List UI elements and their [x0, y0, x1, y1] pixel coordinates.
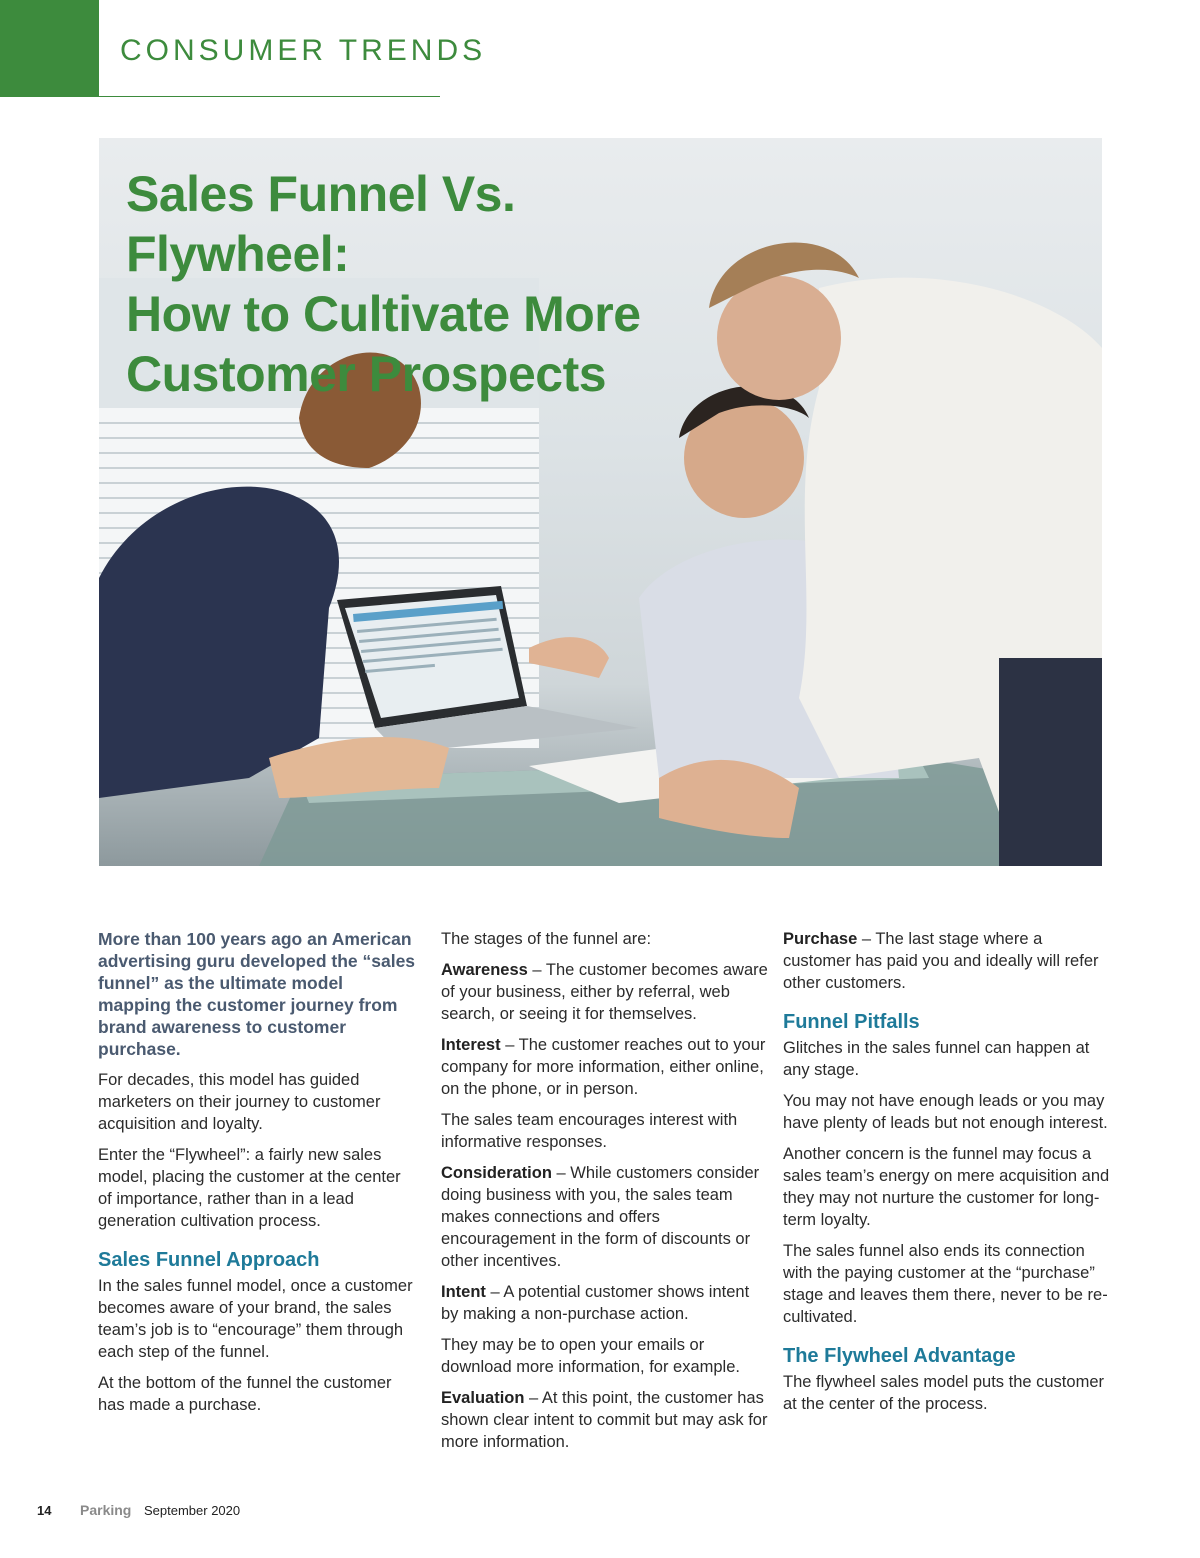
body-paragraph: Enter the “Flywheel”: a fairly new sales model, placing the customer at the center of importance, rather than in a lead generation cultivation process.: [98, 1146, 401, 1230]
issue-date: September 2020: [144, 1503, 241, 1518]
stage-text: – A potential customer shows intent by making a non-purchase action.: [441, 1283, 750, 1323]
stage-text: – While customers consider doing business with you, the sales team makes connections and offers encouragement in the form of discounts or other incentives.: [441, 1164, 760, 1270]
column-2: [441, 928, 771, 1462]
subheading-flywheel-advantage: The Flywheel Advantage: [783, 1345, 1016, 1367]
header-rule: [99, 96, 440, 97]
body-paragraph: Glitches in the sales funnel can happen at any stage.: [783, 1039, 1090, 1079]
body-paragraph: The sales funnel also ends its connection with the paying customer at the “purchase” stage and leaves them there, never to be re-cultivated.: [783, 1242, 1108, 1326]
section-label: CONSUMER TRENDS: [120, 34, 487, 67]
page-number: 14: [37, 1503, 52, 1518]
magazine-name: Parking: [80, 1502, 132, 1518]
column-3: [783, 928, 1113, 1424]
body-paragraph: The stages of the funnel are:: [441, 930, 652, 948]
stage-purchase: [783, 928, 1113, 994]
article-title: [126, 164, 746, 404]
body-paragraph: The flywheel sales model puts the customer at the center of the process.: [783, 1373, 1104, 1413]
subheading-funnel-pitfalls: Funnel Pitfalls: [783, 1011, 920, 1033]
body-paragraph: Another concern is the funnel may focus a sales team’s energy on mere acquisition and they may not nurture the customer for long-term loyalty.: [783, 1145, 1110, 1229]
lead-paragraph: More than 100 years ago an American advertising guru developed the “sales funnel” as the ultimate model mapping the customer journey from brand awareness to customer purchase.: [98, 929, 416, 1059]
stage-evaluation: [441, 1387, 771, 1453]
stage-intent: [441, 1281, 771, 1325]
body-paragraph: They may be to open your emails or download more information, for example.: [441, 1336, 740, 1376]
stage-term: Purchase: [783, 930, 858, 948]
stage-text: – The customer becomes aware of your business, either by referral, web search, or seeing it for themselves.: [441, 961, 768, 1023]
column-1: [98, 928, 418, 1425]
stage-consideration: [441, 1162, 771, 1272]
stage-term: Evaluation: [441, 1389, 525, 1407]
body-paragraph: At the bottom of the funnel the customer has made a purchase.: [98, 1374, 392, 1414]
body-paragraph: For decades, this model has guided marketers on their journey to customer acquisition and loyalty.: [98, 1071, 381, 1133]
stage-text: – The customer reaches out to your company for more information, either online, on the phone, or in person.: [441, 1036, 766, 1098]
stage-term: Awareness: [441, 961, 528, 979]
title-line: Customer Prospects: [126, 346, 607, 402]
body-paragraph: You may not have enough leads or you may have plenty of leads but not enough interest.: [783, 1092, 1108, 1132]
stage-term: Interest: [441, 1036, 501, 1054]
hero-photo: [99, 138, 1102, 866]
stage-term: Intent: [441, 1283, 486, 1301]
subheading-sales-funnel-approach: Sales Funnel Approach: [98, 1249, 320, 1271]
stage-term: Consideration: [441, 1164, 552, 1182]
stage-awareness: [441, 959, 771, 1025]
stage-interest: [441, 1034, 771, 1100]
title-line: How to Cultivate More: [126, 286, 641, 342]
stage-text: – The last stage where a customer has paid you and ideally will refer other customers.: [783, 930, 1099, 992]
body-paragraph: In the sales funnel model, once a customer becomes aware of your brand, the sales team’s job is to “encourage” them through each step of the funnel.: [98, 1277, 413, 1361]
header-color-block: [0, 0, 99, 97]
body-paragraph: The sales team encourages interest with informative responses.: [441, 1111, 738, 1151]
stage-text: – At this point, the customer has shown clear intent to commit but may ask for more information.: [441, 1389, 768, 1451]
title-line: Sales Funnel Vs. Flywheel:: [126, 166, 516, 282]
